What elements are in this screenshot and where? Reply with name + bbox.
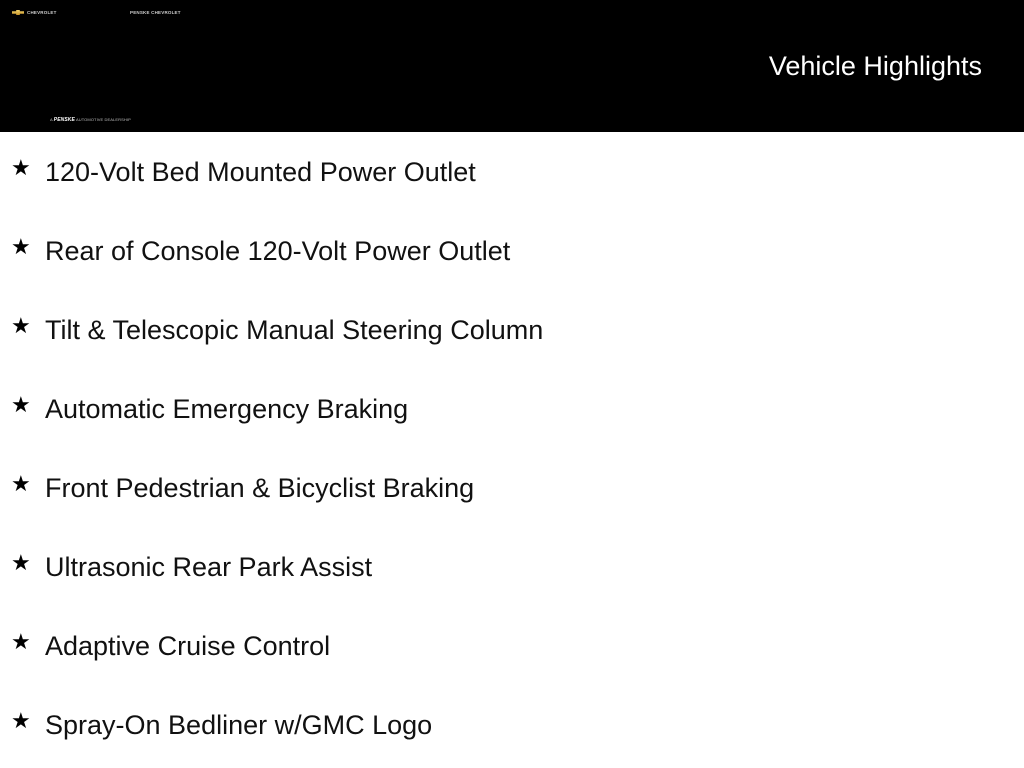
highlight-label: 120-Volt Bed Mounted Power Outlet: [45, 157, 476, 187]
list-item: [0, 527, 1024, 606]
star-icon: ★: [11, 155, 31, 180]
highlight-label: Adaptive Cruise Control: [45, 631, 331, 661]
list-item: [0, 211, 1024, 290]
highlight-label: Ultrasonic Rear Park Assist: [45, 552, 373, 582]
highlight-label: Spray-On Bedliner w/GMC Logo: [45, 710, 433, 740]
group-suffix: AUTOMOTIVE DEALERSHIP: [75, 117, 131, 122]
list-item: [0, 448, 1024, 527]
highlight-label: Rear of Console 120-Volt Power Outlet: [45, 236, 511, 266]
star-icon: ★: [11, 392, 31, 417]
chevrolet-logo: [12, 10, 57, 15]
group-prefix: A: [50, 117, 53, 122]
list-item: [0, 685, 1024, 764]
star-icon: ★: [11, 550, 31, 575]
star-icon: ★: [11, 708, 31, 733]
list-item: [0, 132, 1024, 211]
list-item: [0, 369, 1024, 448]
star-icon: ★: [11, 234, 31, 259]
dealer-name: PENSKE CHEVROLET: [130, 10, 181, 15]
highlight-label: Front Pedestrian & Bicyclist Braking: [45, 473, 475, 503]
chevrolet-bowtie-icon: [12, 10, 24, 15]
star-icon: ★: [11, 313, 31, 338]
list-item: [0, 290, 1024, 369]
dealer-group-line: [50, 117, 131, 123]
brand-name: CHEVROLET: [27, 10, 57, 15]
list-item: [0, 606, 1024, 685]
header-banner: [0, 0, 1024, 132]
highlight-label: Tilt & Telescopic Manual Steering Column: [45, 315, 544, 345]
highlight-label: Automatic Emergency Braking: [45, 394, 409, 424]
page-title: Vehicle Highlights: [768, 51, 982, 81]
penske-logo: PENSKE: [53, 117, 75, 123]
star-icon: ★: [11, 471, 31, 496]
star-icon: ★: [11, 629, 31, 654]
highlights-list: [0, 132, 1024, 764]
